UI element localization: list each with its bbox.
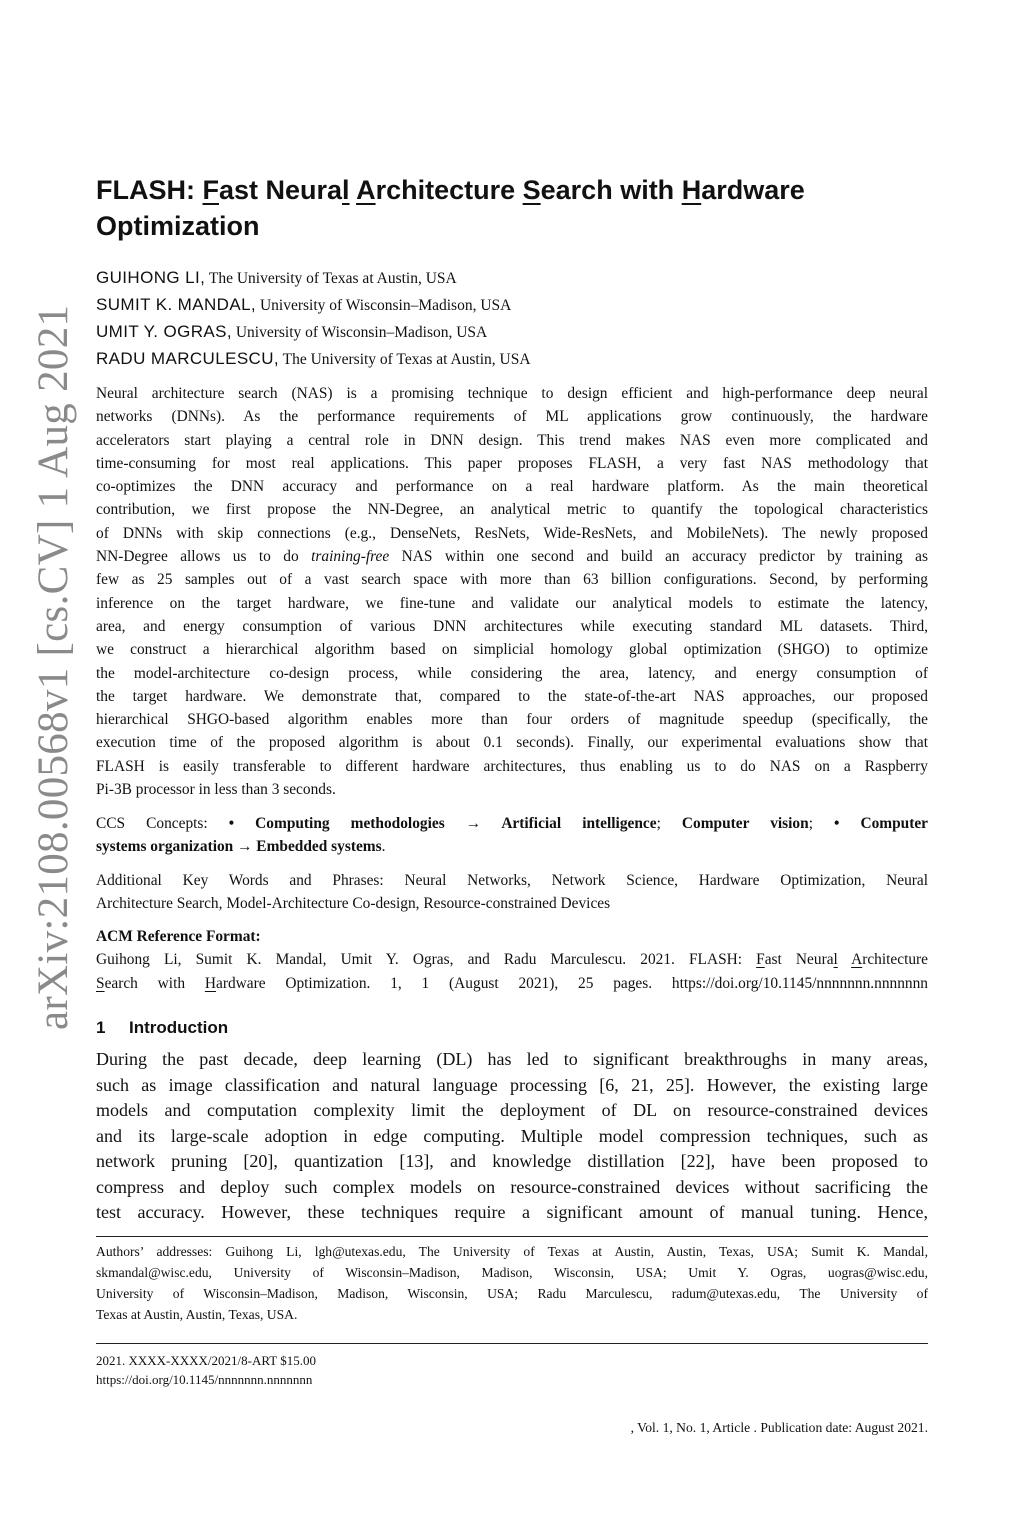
abstract-line — [96, 545, 928, 568]
doi-link[interactable]: https://doi.org/10.1145/nnnnnnn.nnnnnnn — [96, 1372, 313, 1387]
title-initial-s: S — [522, 175, 541, 205]
ccs-separator: ; — [808, 815, 835, 832]
title-word-hardware: ardware — [701, 175, 805, 205]
intro-line: models and computation complexity limit the deployment of DL on resource-constrained devices — [96, 1100, 928, 1120]
acm-reference-heading: ACM Reference Format: — [96, 928, 261, 945]
intro-line: test accuracy. However, these techniques require a significant amount of manual tuning. Hence, — [96, 1202, 928, 1222]
title-initial-a: A — [356, 175, 376, 205]
ccs-line — [96, 835, 928, 858]
keywords-line: Architecture Search, Model-Architecture Co-design, Resource-constrained Devices — [96, 895, 611, 913]
acm-ref-space — [838, 951, 851, 968]
acm-ref-text: rchitecture — [862, 951, 929, 969]
abstract-line: inference on the target hardware, we fine-tune and validate our analytical models to estimate the latency, — [96, 594, 928, 612]
author-entry — [96, 318, 926, 345]
title-prefix: FLASH: — [96, 175, 203, 205]
abstract-line: networks (DNNs). As the performance requirements of ML applications grow continuously, the hardware — [96, 408, 928, 426]
intro-line: such as image classification and natural language processing [6, 21, 25]. However, the existing large — [96, 1074, 928, 1095]
ccs-line — [96, 812, 928, 835]
section-heading-introduction — [96, 1018, 228, 1038]
footnote-divider — [96, 1236, 928, 1237]
ccs-concepts — [96, 812, 928, 859]
ccs-concept: Computer vision — [681, 815, 809, 832]
ccs-label: CCS Concepts: — [96, 815, 229, 832]
abstract-line: of DNNs with skip connections (e.g., DenseNets, ResNets, Wide-ResNets, and MobileNets). The newly proposed — [96, 524, 928, 542]
keywords — [96, 869, 928, 916]
author-entry — [96, 291, 926, 318]
section-title: Introduction — [129, 1018, 229, 1037]
acm-reference-line — [96, 972, 928, 995]
footnote-line: Texas at Austin, Austin, Texas, USA. — [96, 1307, 298, 1322]
acm-ref-text: Guihong Li, Sumit K. Mandal, Umit Y. Ogras, and Radu Marculescu. 2021. FLASH: — [96, 951, 757, 969]
author-name: GUIHONG LI, — [96, 268, 206, 287]
abstract-line: time-consuming for most real applications. This paper proposes FLASH, a very fast NAS methodology that — [96, 454, 928, 472]
abstract-line: contribution, we first propose the NN-Degree, an analytical metric to quantify the topological characteristics — [96, 501, 928, 519]
abstract-line: Pi-3B processor in less than 3 seconds. — [96, 781, 336, 799]
ccs-separator: ; — [656, 815, 682, 832]
arxiv-stamp: arXiv:2108.00568v1 [cs.CV] 1 Aug 2021 — [30, 304, 77, 1030]
abstract-line: we construct a hierarchical algorithm based on simplicial homology global optimization (SHGO) to optimize — [96, 641, 928, 659]
author-name: RADU MARCULESCU, — [96, 349, 280, 368]
author-list — [96, 264, 926, 372]
author-affiliation: The University of Texas at Austin, USA — [279, 351, 531, 368]
abstract-line: execution time of the proposed algorithm is about 0.1 seconds). Finally, our experimental evaluations show that — [96, 734, 928, 752]
abstract-line: FLASH is easily transferable to different hardware architectures, thus enabling us to do NAS on a Raspberry — [96, 757, 928, 775]
copyright-block — [96, 1351, 928, 1389]
page-footer: , Vol. 1, No. 1, Article . Publication date: August 2021. — [630, 1420, 928, 1435]
title-initial-f: F — [202, 175, 219, 205]
acm-ref-initial: A — [851, 951, 863, 969]
abstract-line: the target hardware. We demonstrate that, compared to the state-of-the-art NAS approaches, our proposed — [96, 687, 928, 705]
abstract-line: few as 25 samples out of a vast search space with more than 63 billion configurations. Second, by performing — [96, 571, 928, 589]
keywords-line: Additional Key Words and Phrases: Neural Networks, Network Science, Hardware Optimization, Neural — [96, 872, 928, 889]
acm-reference — [96, 925, 928, 995]
abstract-line: hierarchical SHGO-based algorithm enables more than four orders of magnitude speedup (specifically, the — [96, 711, 928, 729]
section-number: 1 — [96, 1018, 106, 1037]
abstract-emphasis: training-free — [311, 548, 390, 566]
paper-title — [96, 172, 896, 244]
ccs-concept: systems organization → Embedded systems — [96, 838, 382, 856]
intro-line: and its large-scale adoption in edge computing. Multiple model compression techniques, such as — [96, 1125, 928, 1146]
acm-ref-initial: H — [204, 974, 216, 992]
intro-line: compress and deploy such complex models on resource-constrained devices without sacrificing the — [96, 1176, 928, 1197]
author-name: UMIT Y. OGRAS, — [96, 322, 232, 341]
author-affiliation: University of Wisconsin–Madison, USA — [231, 324, 488, 341]
introduction-body — [96, 1047, 928, 1226]
footnote-line: skmandal@wisc.edu, University of Wisconsin–Madison, Madison, Wisconsin, USA; Umit Y. Ogras, uogras@wisc.edu, — [96, 1265, 928, 1280]
copyright-line: 2021. XXXX-XXXX/2021/8-ART $15.00 — [96, 1353, 316, 1368]
acm-ref-initial: F — [756, 951, 765, 969]
ccs-concept: • Computing methodologies → Artificial intelligence — [228, 815, 657, 832]
author-affiliation: The University of Texas at Austin, USA — [205, 270, 457, 287]
title-word-fast: ast Neura — [218, 175, 343, 205]
author-name: SUMIT K. MANDAL, — [96, 295, 257, 314]
abstract-line: accelerators start playing a central role in DNN design. This trend makes NAS even more complicated and — [96, 431, 928, 449]
author-entry — [96, 345, 926, 372]
intro-line: network pruning [20], quantization [13], and knowledge distillation [22], have been proposed to — [96, 1151, 928, 1171]
acm-ref-text: earch with — [104, 974, 205, 992]
footnote-line: University of Wisconsin–Madison, Madison, Wisconsin, USA; Radu Marculescu, radum@utexas.edu, The University of — [96, 1286, 928, 1301]
acm-ref-initial: l — [833, 951, 838, 969]
abstract-line: area, and energy consumption of various DNN architectures while executing standard ML datasets. Third, — [96, 617, 928, 635]
ccs-concept: • Computer — [834, 815, 928, 832]
acm-reference-line — [96, 948, 928, 971]
copyright-divider — [96, 1343, 928, 1344]
footnote-line: Authors’ addresses: Guihong Li, lgh@utexas.edu, The University of Texas at Austin, Austin, Texas, USA; Sumit K. Mandal, — [96, 1244, 928, 1259]
acm-ref-text: ast Neura — [764, 951, 834, 969]
abstract-text: NN-Degree allows us to do — [96, 548, 312, 566]
title-word-search: earch with — [540, 175, 682, 205]
abstract-line: the model-architecture co-design process, while considering the area, latency, and energy consumption of — [96, 664, 928, 682]
abstract-line: co-optimizes the DNN accuracy and performance on a real hardware platform. As the main theoretical — [96, 478, 928, 496]
abstract-text: NAS within one second and build an accuracy predictor by training as — [389, 548, 928, 566]
title-word-architecture: rchitecture — [375, 175, 523, 205]
abstract — [96, 382, 928, 801]
title-initial-h: H — [681, 175, 702, 205]
title-initial-l: l — [342, 175, 350, 205]
acm-ref-text: ardware Optimization. 1, 1 (August 2021), 25 pages. https://doi.org/10.1145/nnnnnnn.nnnnnnn — [215, 974, 929, 992]
authors-addresses-footnote — [96, 1241, 928, 1325]
acm-ref-initial: S — [96, 974, 105, 992]
author-entry — [96, 264, 926, 291]
title-line-2: Optimization — [96, 211, 260, 241]
abstract-line: Neural architecture search (NAS) is a promising technique to design efficient and high-performance deep neural — [96, 385, 928, 402]
author-affiliation: University of Wisconsin–Madison, USA — [256, 297, 512, 314]
ccs-end: . — [381, 838, 386, 856]
intro-line: During the past decade, deep learning (DL) has led to significant breakthroughs in many areas, — [96, 1049, 928, 1069]
